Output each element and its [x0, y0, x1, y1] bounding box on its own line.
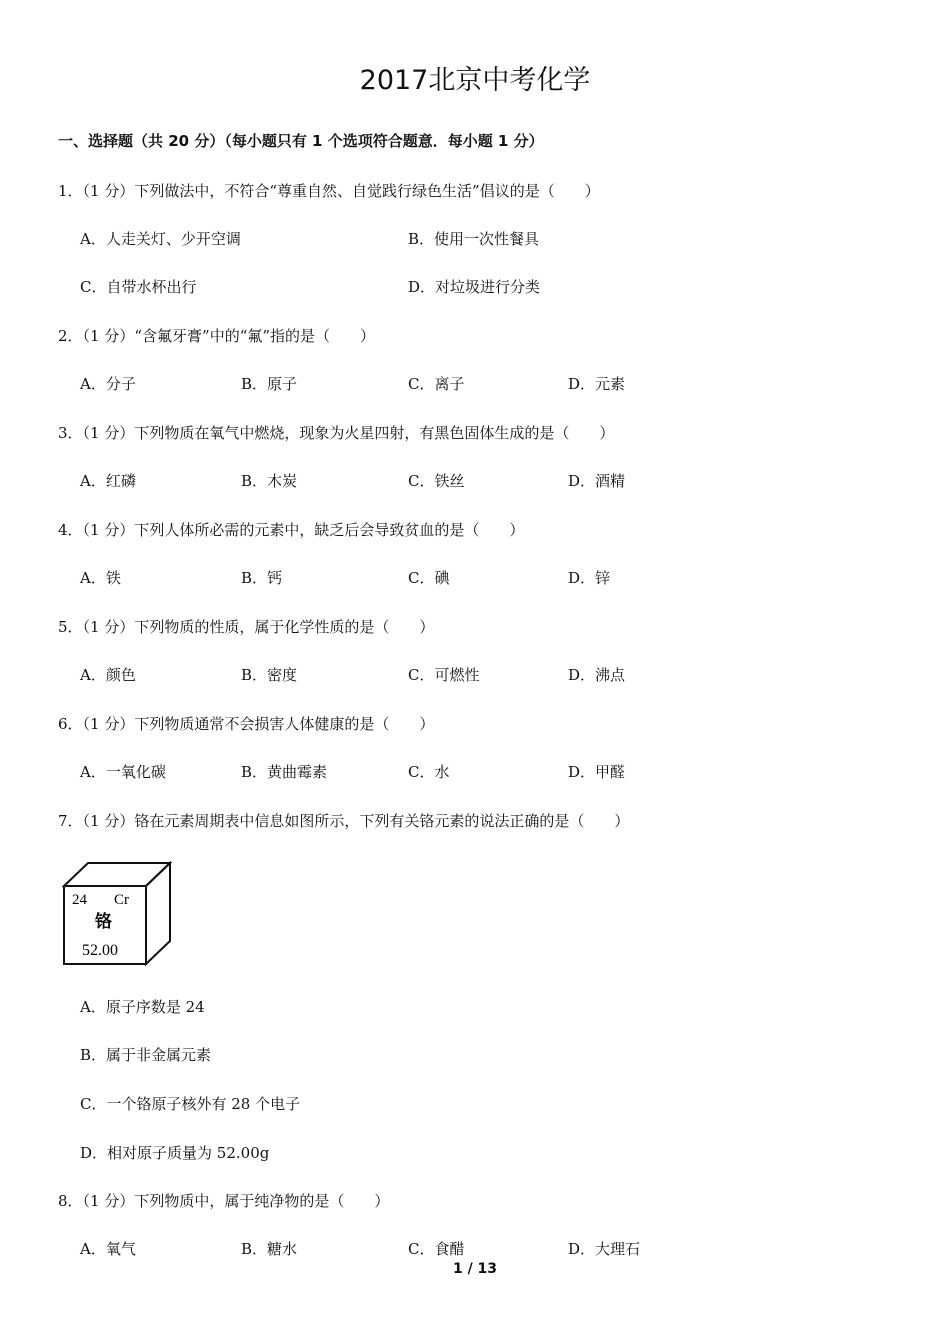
q4-option-a: A．铁 — [80, 569, 121, 587]
element-mass: 52.00 — [82, 942, 118, 959]
q6-option-d: D．甲醛 — [568, 763, 626, 781]
cube-top-face — [64, 863, 170, 886]
question-4-stem: 4．（1 分）下列人体所必需的元素中，缺乏后会导致贫血的是（ ） — [58, 521, 525, 539]
q4-option-c: C．碘 — [408, 569, 450, 587]
question-6-stem: 6．（1 分）下列物质通常不会损害人体健康的是（ ） — [58, 715, 435, 733]
q6-option-a: A．一氧化碳 — [80, 763, 166, 781]
q4-option-b: B．钙 — [241, 569, 283, 587]
q6-option-c: C．水 — [408, 763, 450, 781]
q1-option-c: C．自带水杯出行 — [80, 278, 197, 296]
q7-option-a: A．原子序数是 24 — [80, 998, 205, 1016]
q5-option-d: D．沸点 — [568, 666, 626, 684]
q3-option-a: A．红磷 — [80, 472, 136, 490]
q8-option-d: D．大理石 — [568, 1240, 641, 1258]
q7-option-b: B．属于非金属元素 — [80, 1046, 212, 1064]
element-symbol: Cr — [114, 892, 129, 908]
q8-option-b: B．糖水 — [241, 1240, 298, 1258]
q7-option-d: D．相对原子质量为 52.00g — [80, 1144, 270, 1162]
q3-option-c: C．铁丝 — [408, 472, 465, 490]
q1-option-d: D．对垃圾进行分类 — [408, 278, 541, 296]
element-name: 铬 — [95, 912, 112, 931]
question-2-stem: 2．（1 分）“含氟牙膏”中的“氟”指的是（ ） — [58, 327, 376, 345]
question-8-stem: 8．（1 分）下列物质中，属于纯净物的是（ ） — [58, 1192, 390, 1210]
q4-option-d: D．锌 — [568, 569, 611, 587]
q5-option-c: C．可燃性 — [408, 666, 480, 684]
question-7-stem: 7．（1 分）铬在元素周期表中信息如图所示，下列有关铬元素的说法正确的是（ ） — [58, 812, 630, 830]
q1-option-b: B．使用一次性餐具 — [408, 230, 540, 248]
chromium-element-card — [62, 861, 172, 967]
question-1-stem: 1．（1 分）下列做法中，不符合“尊重自然、自觉践行绿色生活”倡议的是（ ） — [58, 182, 600, 200]
q7-option-c: C．一个铬原子核外有 28 个电子 — [80, 1095, 301, 1113]
q6-option-b: B．黄曲霉素 — [241, 763, 328, 781]
q3-option-d: D．酒精 — [568, 472, 626, 490]
q5-option-b: B．密度 — [241, 666, 298, 684]
q1-option-a: A．人走关灯、少开空调 — [80, 230, 241, 248]
page-number: 1 / 13 — [452, 1261, 498, 1277]
question-5-stem: 5．（1 分）下列物质的性质，属于化学性质的是（ ） — [58, 618, 435, 636]
q8-option-a: A．氧气 — [80, 1240, 136, 1258]
page-title: 2017北京中考化学 — [359, 65, 591, 96]
q2-option-b: B．原子 — [241, 375, 298, 393]
element-number: 24 — [72, 892, 87, 908]
section-heading: 一、选择题（共 20 分）（每小题只有 1 个选项符合题意．每小题 1 分） — [58, 132, 544, 150]
question-3-stem: 3．（1 分）下列物质在氧气中燃烧，现象为火星四射，有黑色固体生成的是（ ） — [58, 424, 615, 442]
q2-option-a: A．分子 — [80, 375, 136, 393]
cube-side-face — [146, 863, 170, 964]
q2-option-d: D．元素 — [568, 375, 626, 393]
q8-option-c: C．食醋 — [408, 1240, 465, 1258]
q3-option-b: B．木炭 — [241, 472, 298, 490]
q5-option-a: A．颜色 — [80, 666, 136, 684]
q2-option-c: C．离子 — [408, 375, 465, 393]
